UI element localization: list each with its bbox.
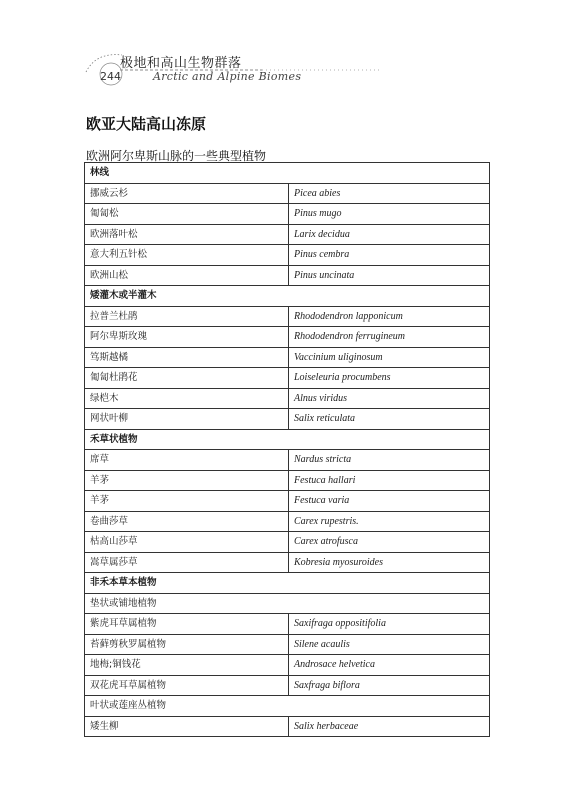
- common-name-cell: 挪威云杉: [85, 183, 289, 204]
- latin-name-cell: Androsace helvetica: [289, 655, 490, 676]
- page-number: 244: [100, 70, 121, 83]
- latin-name-cell: Kobresia myosuroides: [289, 552, 490, 573]
- latin-name-cell: Pinus cembra: [289, 245, 490, 266]
- subcategory-label: 叶状或莲座丛植物: [85, 696, 490, 717]
- common-name-cell: 嵩草属莎草: [85, 552, 289, 573]
- latin-name-cell: Picea abies: [289, 183, 490, 204]
- table-row: [85, 532, 490, 553]
- common-name-cell: 意大利五针松: [85, 245, 289, 266]
- running-header: [0, 0, 570, 100]
- common-name-cell: 枯高山莎草: [85, 532, 289, 553]
- common-name-cell: 羊茅: [85, 470, 289, 491]
- table-subcategory-row: [85, 696, 490, 717]
- table-row: [85, 655, 490, 676]
- latin-name-cell: Saxfraga biflora: [289, 675, 490, 696]
- latin-name-cell: Loiseleuria procumbens: [289, 368, 490, 389]
- latin-name-cell: Vaccinium uliginosum: [289, 347, 490, 368]
- table-row: [85, 204, 490, 225]
- table-row: [85, 634, 490, 655]
- common-name-cell: 匍匐杜鹃花: [85, 368, 289, 389]
- header-title: 极地和高山生物群落: [120, 56, 242, 71]
- table-row: [85, 450, 490, 471]
- category-label: 林线: [85, 163, 490, 184]
- plants-table: [84, 162, 490, 737]
- common-name-cell: 席草: [85, 450, 289, 471]
- latin-name-cell: Carex rupestris.: [289, 511, 490, 532]
- header-subtitle: Arctic and Alpine Biomes: [153, 70, 302, 83]
- common-name-cell: 匍匐松: [85, 204, 289, 225]
- latin-name-cell: Salix herbaceae: [289, 716, 490, 737]
- table-row: [85, 245, 490, 266]
- table-row: [85, 224, 490, 245]
- common-name-cell: 地梅;铜钱花: [85, 655, 289, 676]
- common-name-cell: 矮生柳: [85, 716, 289, 737]
- common-name-cell: 欧洲山松: [85, 265, 289, 286]
- common-name-cell: 网状叶柳: [85, 409, 289, 430]
- latin-name-cell: Saxifraga oppositifolia: [289, 614, 490, 635]
- table-row: [85, 347, 490, 368]
- table-category-row: [85, 163, 490, 184]
- latin-name-cell: Rhododendron lapponicum: [289, 306, 490, 327]
- header-ornament: [0, 0, 570, 100]
- common-name-cell: 笃斯越橘: [85, 347, 289, 368]
- category-label: 非禾本草本植物: [85, 573, 490, 594]
- table-caption: 欧洲阿尔卑斯山脉的一些典型植物: [86, 149, 267, 163]
- category-label: 禾草状植物: [85, 429, 490, 450]
- table-row: [85, 511, 490, 532]
- table-row: [85, 470, 490, 491]
- latin-name-cell: Festuca varia: [289, 491, 490, 512]
- table-category-row: [85, 286, 490, 307]
- latin-name-cell: Nardus stricta: [289, 450, 490, 471]
- common-name-cell: 卷曲莎草: [85, 511, 289, 532]
- latin-name-cell: Carex atrofusca: [289, 532, 490, 553]
- table-row: [85, 552, 490, 573]
- table-row: [85, 675, 490, 696]
- latin-name-cell: Salix reticulata: [289, 409, 490, 430]
- table-subcategory-row: [85, 593, 490, 614]
- common-name-cell: 双花虎耳草属植物: [85, 675, 289, 696]
- table-row: [85, 388, 490, 409]
- latin-name-cell: Alnus viridus: [289, 388, 490, 409]
- latin-name-cell: Festuca hallari: [289, 470, 490, 491]
- common-name-cell: 羊茅: [85, 491, 289, 512]
- table-row: [85, 716, 490, 737]
- table-row: [85, 409, 490, 430]
- table-row: [85, 183, 490, 204]
- table-row: [85, 491, 490, 512]
- latin-name-cell: Pinus uncinata: [289, 265, 490, 286]
- latin-name-cell: Pinus mugo: [289, 204, 490, 225]
- table-row: [85, 368, 490, 389]
- category-label: 矮灌木或半灌木: [85, 286, 490, 307]
- table-category-row: [85, 429, 490, 450]
- table-row: [85, 265, 490, 286]
- common-name-cell: 阿尔卑斯玫瑰: [85, 327, 289, 348]
- common-name-cell: 绿桤木: [85, 388, 289, 409]
- common-name-cell: 苔藓剪秋罗属植物: [85, 634, 289, 655]
- common-name-cell: 欧洲落叶松: [85, 224, 289, 245]
- table-row: [85, 327, 490, 348]
- table-category-row: [85, 573, 490, 594]
- latin-name-cell: Rhododendron ferrugineum: [289, 327, 490, 348]
- latin-name-cell: Silene acaulis: [289, 634, 490, 655]
- section-title: 欧亚大陆高山冻原: [86, 115, 207, 133]
- subcategory-label: 垫状或铺地植物: [85, 593, 490, 614]
- common-name-cell: 拉普兰杜鹃: [85, 306, 289, 327]
- table-row: [85, 306, 490, 327]
- common-name-cell: 紫虎耳草属植物: [85, 614, 289, 635]
- latin-name-cell: Larix decidua: [289, 224, 490, 245]
- table-row: [85, 614, 490, 635]
